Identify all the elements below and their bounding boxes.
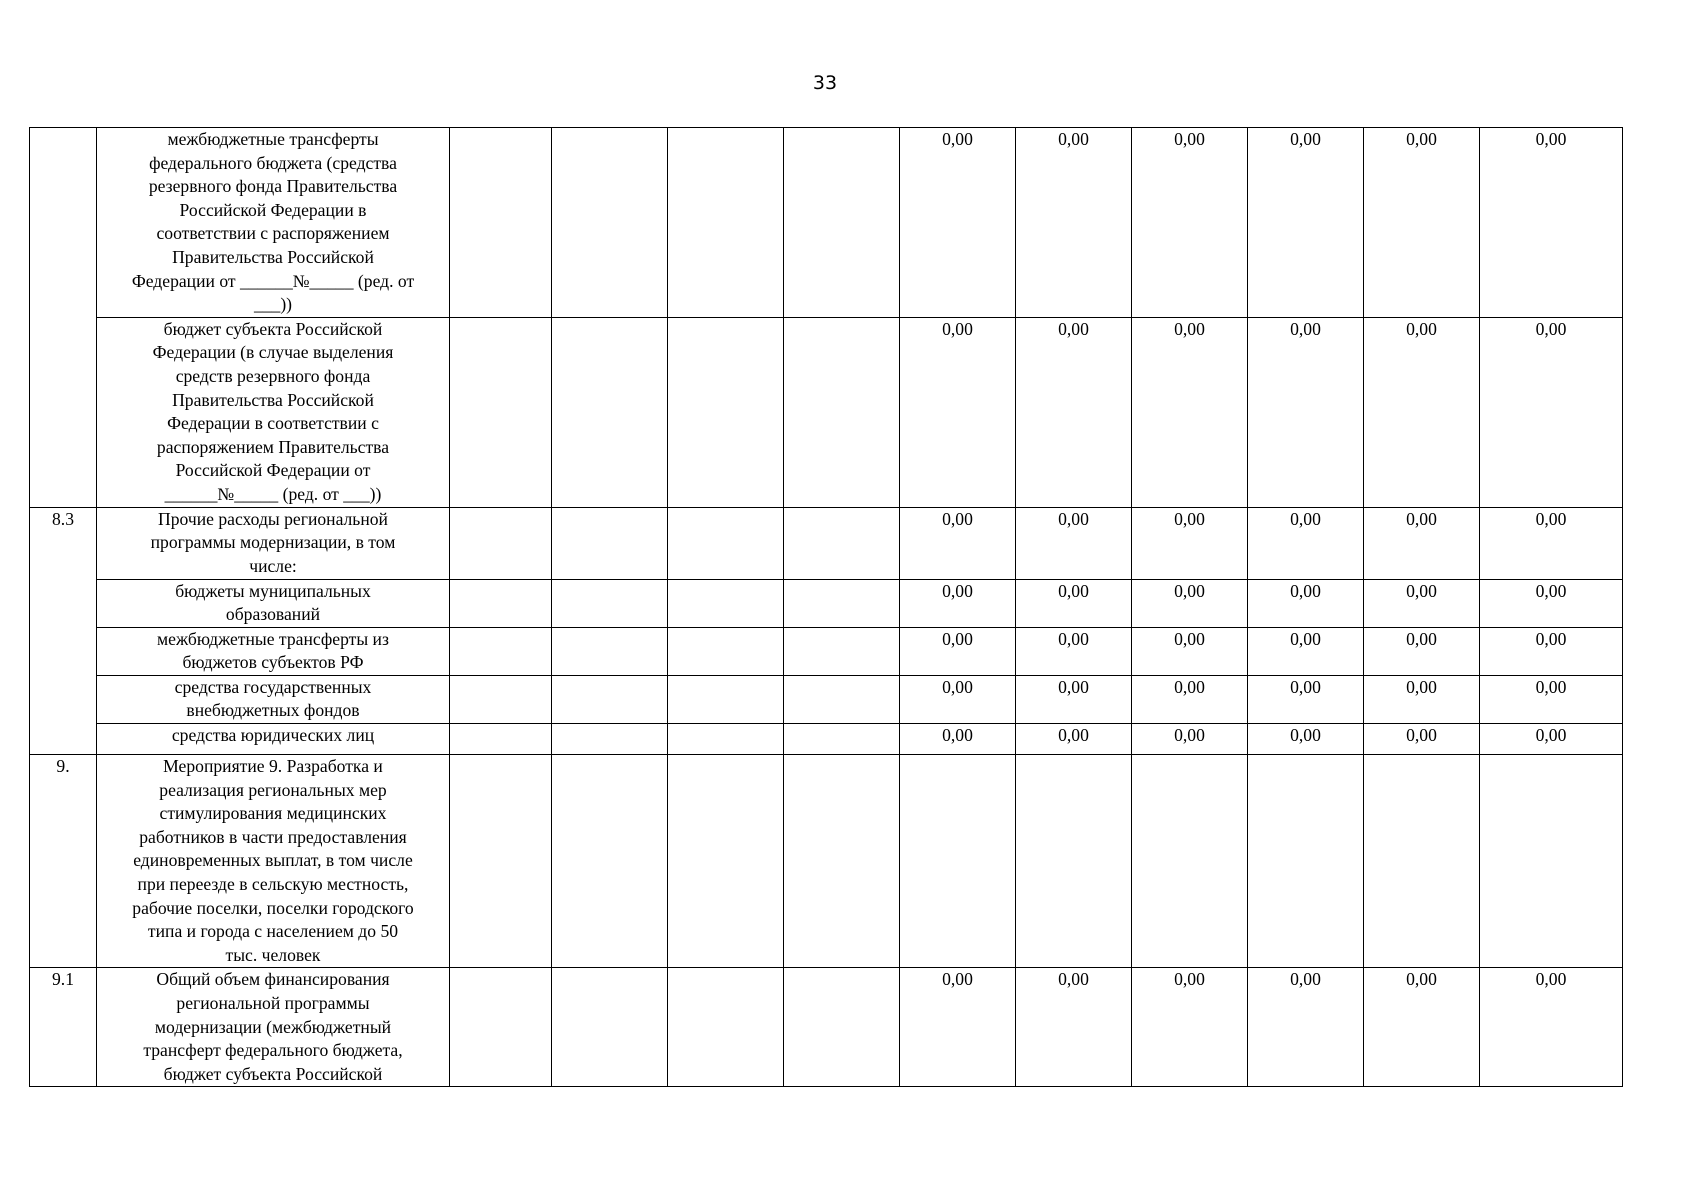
value-cell: 0,00 bbox=[1132, 128, 1248, 318]
description-cell bbox=[97, 627, 450, 675]
description-cell bbox=[97, 317, 450, 507]
description-line: Общий объем финансирования bbox=[156, 969, 390, 990]
value-cell: 0,00 bbox=[1364, 968, 1480, 1087]
value-cell: 0,00 bbox=[1480, 724, 1623, 755]
description-line: программы модернизации, в том bbox=[150, 532, 396, 553]
empty-cell bbox=[784, 317, 900, 507]
description-cell bbox=[97, 724, 450, 755]
table-body bbox=[30, 128, 1623, 1087]
value-cell: 0,00 bbox=[1248, 128, 1364, 318]
description-cell bbox=[97, 579, 450, 627]
description-line: тыс. человек bbox=[225, 944, 321, 965]
table-row bbox=[30, 317, 1623, 507]
description-line: Российской Федерации от bbox=[175, 460, 371, 481]
value-cell: 0,00 bbox=[900, 507, 1016, 579]
description-line: средства государственных bbox=[174, 676, 372, 697]
row-number-cell: 8.3 bbox=[30, 507, 97, 755]
empty-cell bbox=[552, 724, 668, 755]
row-number-cell bbox=[30, 128, 97, 508]
empty-cell bbox=[668, 507, 784, 579]
table-row bbox=[30, 724, 1623, 755]
description-line: работников в части предоставления bbox=[139, 826, 407, 847]
empty-cell bbox=[784, 128, 900, 318]
description-line: резервного фонда Правительства bbox=[148, 176, 398, 197]
empty-cell bbox=[450, 128, 552, 318]
empty-cell bbox=[668, 579, 784, 627]
row-number-cell: 9.1 bbox=[30, 968, 97, 1087]
empty-cell bbox=[552, 507, 668, 579]
description-line: межбюджетные трансферты bbox=[167, 129, 379, 149]
value-cell: 0,00 bbox=[900, 675, 1016, 723]
description-cell bbox=[97, 755, 450, 968]
empty-cell bbox=[784, 507, 900, 579]
value-cell: 0,00 bbox=[1480, 507, 1623, 579]
value-cell: 0,00 bbox=[1016, 627, 1132, 675]
empty-cell bbox=[668, 724, 784, 755]
table-row bbox=[30, 755, 1623, 968]
description-line: Мероприятие 9. Разработка и bbox=[163, 756, 383, 777]
value-cell: 0,00 bbox=[1248, 724, 1364, 755]
description-line: ______№_____ (ред. от ___)) bbox=[164, 483, 382, 504]
value-cell bbox=[1364, 755, 1480, 968]
table-row bbox=[30, 579, 1623, 627]
value-cell: 0,00 bbox=[1364, 675, 1480, 723]
value-cell bbox=[1132, 755, 1248, 968]
value-cell: 0,00 bbox=[1364, 128, 1480, 318]
empty-cell bbox=[668, 128, 784, 318]
empty-cell bbox=[450, 579, 552, 627]
value-cell: 0,00 bbox=[1248, 627, 1364, 675]
value-cell: 0,00 bbox=[1132, 968, 1248, 1087]
description-line: межбюджетные трансферты из bbox=[157, 628, 389, 649]
value-cell: 0,00 bbox=[1364, 579, 1480, 627]
value-cell bbox=[900, 755, 1016, 968]
value-cell: 0,00 bbox=[900, 317, 1016, 507]
value-cell: 0,00 bbox=[1364, 627, 1480, 675]
description-line: Российской Федерации в bbox=[179, 199, 367, 220]
description-cell bbox=[97, 675, 450, 723]
value-cell: 0,00 bbox=[1364, 317, 1480, 507]
value-cell: 0,00 bbox=[900, 128, 1016, 318]
description-line: ___)) bbox=[253, 294, 293, 315]
value-cell bbox=[1248, 755, 1364, 968]
value-cell: 0,00 bbox=[1480, 579, 1623, 627]
value-cell bbox=[1480, 755, 1623, 968]
value-cell: 0,00 bbox=[1016, 724, 1132, 755]
description-line: соответствии с распоряжением bbox=[156, 223, 390, 244]
empty-cell bbox=[784, 724, 900, 755]
description-line: федерального бюджета (средства bbox=[149, 152, 397, 173]
empty-cell bbox=[784, 627, 900, 675]
value-cell: 0,00 bbox=[1016, 317, 1132, 507]
empty-cell bbox=[784, 579, 900, 627]
value-cell: 0,00 bbox=[900, 724, 1016, 755]
value-cell: 0,00 bbox=[1248, 675, 1364, 723]
description-line: рабочие поселки, поселки городского bbox=[132, 897, 414, 918]
description-line: средств резервного фонда bbox=[175, 365, 371, 386]
value-cell: 0,00 bbox=[1016, 579, 1132, 627]
empty-cell bbox=[552, 968, 668, 1087]
value-cell: 0,00 bbox=[1248, 968, 1364, 1087]
value-cell: 0,00 bbox=[900, 627, 1016, 675]
empty-cell bbox=[668, 675, 784, 723]
value-cell: 0,00 bbox=[1364, 507, 1480, 579]
empty-cell bbox=[552, 317, 668, 507]
value-cell: 0,00 bbox=[900, 579, 1016, 627]
empty-cell bbox=[552, 579, 668, 627]
table-row bbox=[30, 507, 1623, 579]
value-cell: 0,00 bbox=[900, 968, 1016, 1087]
description-line: Федерации от ______№_____ (ред. от bbox=[131, 270, 415, 291]
description-line: бюджет субъекта Российской bbox=[163, 1063, 383, 1084]
value-cell: 0,00 bbox=[1480, 317, 1623, 507]
empty-cell bbox=[668, 968, 784, 1087]
row-number-cell: 9. bbox=[30, 755, 97, 968]
value-cell: 0,00 bbox=[1480, 968, 1623, 1087]
empty-cell bbox=[450, 675, 552, 723]
table-row bbox=[30, 627, 1623, 675]
value-cell: 0,00 bbox=[1132, 579, 1248, 627]
empty-cell bbox=[450, 627, 552, 675]
empty-cell bbox=[450, 317, 552, 507]
financing-table bbox=[29, 127, 1623, 1087]
empty-cell bbox=[784, 968, 900, 1087]
description-line: при переезде в сельскую местность, bbox=[137, 874, 409, 895]
description-cell bbox=[97, 507, 450, 579]
empty-cell bbox=[450, 724, 552, 755]
value-cell: 0,00 bbox=[1364, 724, 1480, 755]
value-cell: 0,00 bbox=[1016, 675, 1132, 723]
description-line: распоряжением Правительства bbox=[156, 436, 390, 457]
empty-cell bbox=[552, 675, 668, 723]
value-cell: 0,00 bbox=[1016, 507, 1132, 579]
description-line: бюджет субъекта Российской bbox=[163, 318, 383, 339]
description-line: Правительства Российской bbox=[172, 246, 374, 267]
description-line: стимулирования медицинских bbox=[159, 803, 387, 824]
empty-cell bbox=[450, 755, 552, 968]
value-cell bbox=[1016, 755, 1132, 968]
description-line: трансферт федерального бюджета, bbox=[143, 1040, 403, 1061]
value-cell: 0,00 bbox=[1016, 968, 1132, 1087]
description-line: Прочие расходы региональной bbox=[158, 508, 388, 529]
value-cell: 0,00 bbox=[1480, 627, 1623, 675]
table-row bbox=[30, 675, 1623, 723]
empty-cell bbox=[450, 968, 552, 1087]
empty-cell bbox=[784, 675, 900, 723]
description-cell bbox=[97, 968, 450, 1087]
description-line: модернизации (межбюджетный bbox=[154, 1016, 392, 1037]
description-line: региональной программы bbox=[176, 993, 370, 1013]
description-line: Правительства Российской bbox=[172, 389, 374, 410]
description-line: Федерации (в случае выделения bbox=[152, 342, 394, 363]
description-line: числе: bbox=[249, 555, 297, 576]
empty-cell bbox=[668, 627, 784, 675]
description-line: образований bbox=[225, 604, 321, 625]
empty-cell bbox=[668, 755, 784, 968]
description-line: бюджетов субъектов РФ bbox=[182, 652, 364, 673]
value-cell: 0,00 bbox=[1480, 128, 1623, 318]
value-cell: 0,00 bbox=[1132, 317, 1248, 507]
description-line: внебюджетных фондов bbox=[186, 700, 360, 721]
empty-cell bbox=[784, 755, 900, 968]
value-cell: 0,00 bbox=[1480, 675, 1623, 723]
empty-cell bbox=[552, 627, 668, 675]
value-cell: 0,00 bbox=[1132, 675, 1248, 723]
empty-cell bbox=[552, 755, 668, 968]
description-line: бюджеты муниципальных bbox=[175, 580, 371, 601]
empty-cell bbox=[668, 317, 784, 507]
description-cell bbox=[97, 128, 450, 318]
value-cell: 0,00 bbox=[1132, 627, 1248, 675]
value-cell: 0,00 bbox=[1248, 507, 1364, 579]
description-line: единовременных выплат, в том числе bbox=[133, 850, 413, 871]
value-cell: 0,00 bbox=[1016, 128, 1132, 318]
value-cell: 0,00 bbox=[1248, 317, 1364, 507]
value-cell: 0,00 bbox=[1132, 724, 1248, 755]
table-row bbox=[30, 968, 1623, 1087]
description-line: типа и города с населением до 50 bbox=[147, 921, 399, 942]
description-line: Федерации в соответствии с bbox=[167, 413, 379, 434]
description-line: реализация региональных мер bbox=[159, 779, 387, 800]
table-row bbox=[30, 128, 1623, 318]
page-number: 33 bbox=[812, 72, 838, 94]
description-line: средства юридических лиц bbox=[171, 725, 375, 746]
value-cell: 0,00 bbox=[1248, 579, 1364, 627]
empty-cell bbox=[552, 128, 668, 318]
value-cell: 0,00 bbox=[1132, 507, 1248, 579]
empty-cell bbox=[450, 507, 552, 579]
